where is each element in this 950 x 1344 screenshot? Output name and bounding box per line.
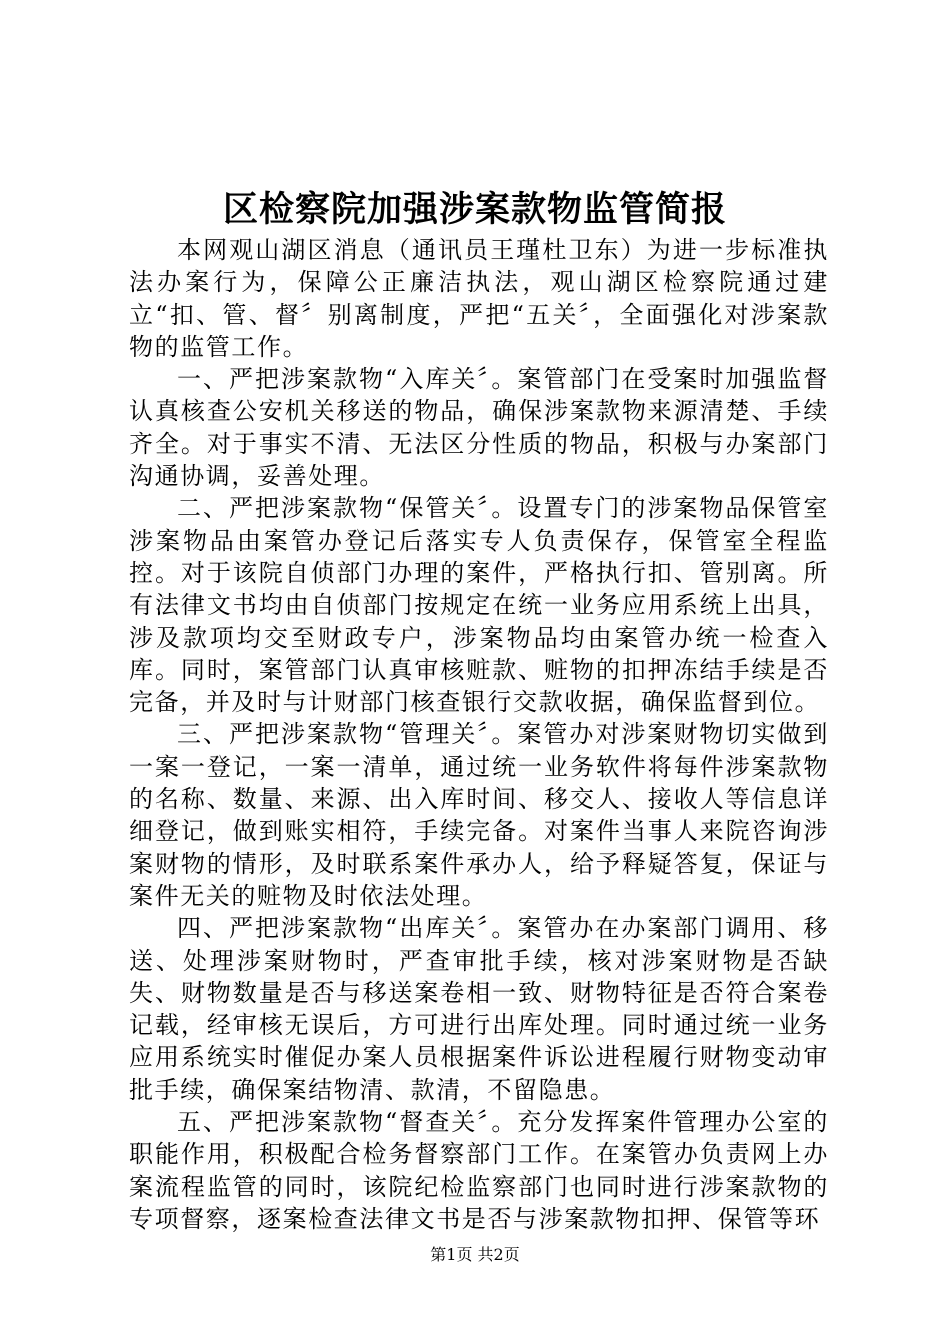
paragraph-intro: 本网观山湖区消息（通讯员王瑾杜卫东）为进一步标准执法办案行为，保障公正廉洁执法，观山湖区检察院通过建立“扣、管、督〞别离制度，严把“五关〞，全面强化对涉案款物的监管工作。 (129, 236, 829, 361)
document-body (129, 234, 829, 1235)
paragraph-section-1: 一、严把涉案款物“入库关〞。案管部门在受案时加强监督认真核查公安机关移送的物品，确保涉案款物来源清楚、手续齐全。对于事实不清、无法区分性质的物品，积极与办案部门沟通协调，妥善处理。 (129, 365, 829, 491)
page-footer: 第1页 共2页 (430, 1245, 520, 1264)
paragraph-section-2: 二、严把涉案款物“保管关〞。设置专门的涉案物品保管室涉案物品由案管办登记后落实专人负责保存，保管室全程监控。对于该院自侦部门办理的案件，严格执行扣、管别离。所有法律文书均由自侦部门按规定在统一业务应用系统上出具，涉及款项均交至财政专户，涉案物品均由案管办统一检查入库。同时，案管部门认真审核赃款、赃物的扣押冻结手续是否完备，并及时与计财部门核查银行交款收据，确保监督到位。 (129, 494, 829, 717)
paragraph-section-4: 四、严把涉案款物“出库关〞。案管办在办案部门调用、移送、处理涉案财物时，严查审批手续，核对涉案财物是否缺失、财物数量是否与移送案卷相一致、财物特征是否符合案卷记载，经审核无误后，方可进行出库处理。同时通过统一业务应用系统实时催促办案人员根据案件诉讼进程履行财物变动审批手续，确保案结物清、款清，不留隐患。 (129, 914, 829, 1104)
document-title: 区检察院加强涉案款物监管简报 (222, 189, 727, 230)
paragraph-section-3: 三、严把涉案款物“管理关〞。案管办对涉案财物切实做到一案一登记，一案一清单，通过统一业务软件将每件涉案款物的名称、数量、来源、出入库时间、移交人、接收人等信息详细登记，做到账实相符，手续完备。对案件当事人来院咨询涉案财物的情形，及时联系案件承办人，给予释疑答复，保证与案件无关的赃物及时依法处理。 (129, 720, 829, 910)
paragraph-section-5: 五、严把涉案款物“督查关〞。充分发挥案件管理办公室的职能作用，积极配合检务督察部门工作。在案管办负责网上办案流程监管的同时，该院纪检监察部门也同时进行涉案款物的专项督察，逐案检查法律文书是否与涉案款物扣押、保管等环 (129, 1108, 829, 1233)
